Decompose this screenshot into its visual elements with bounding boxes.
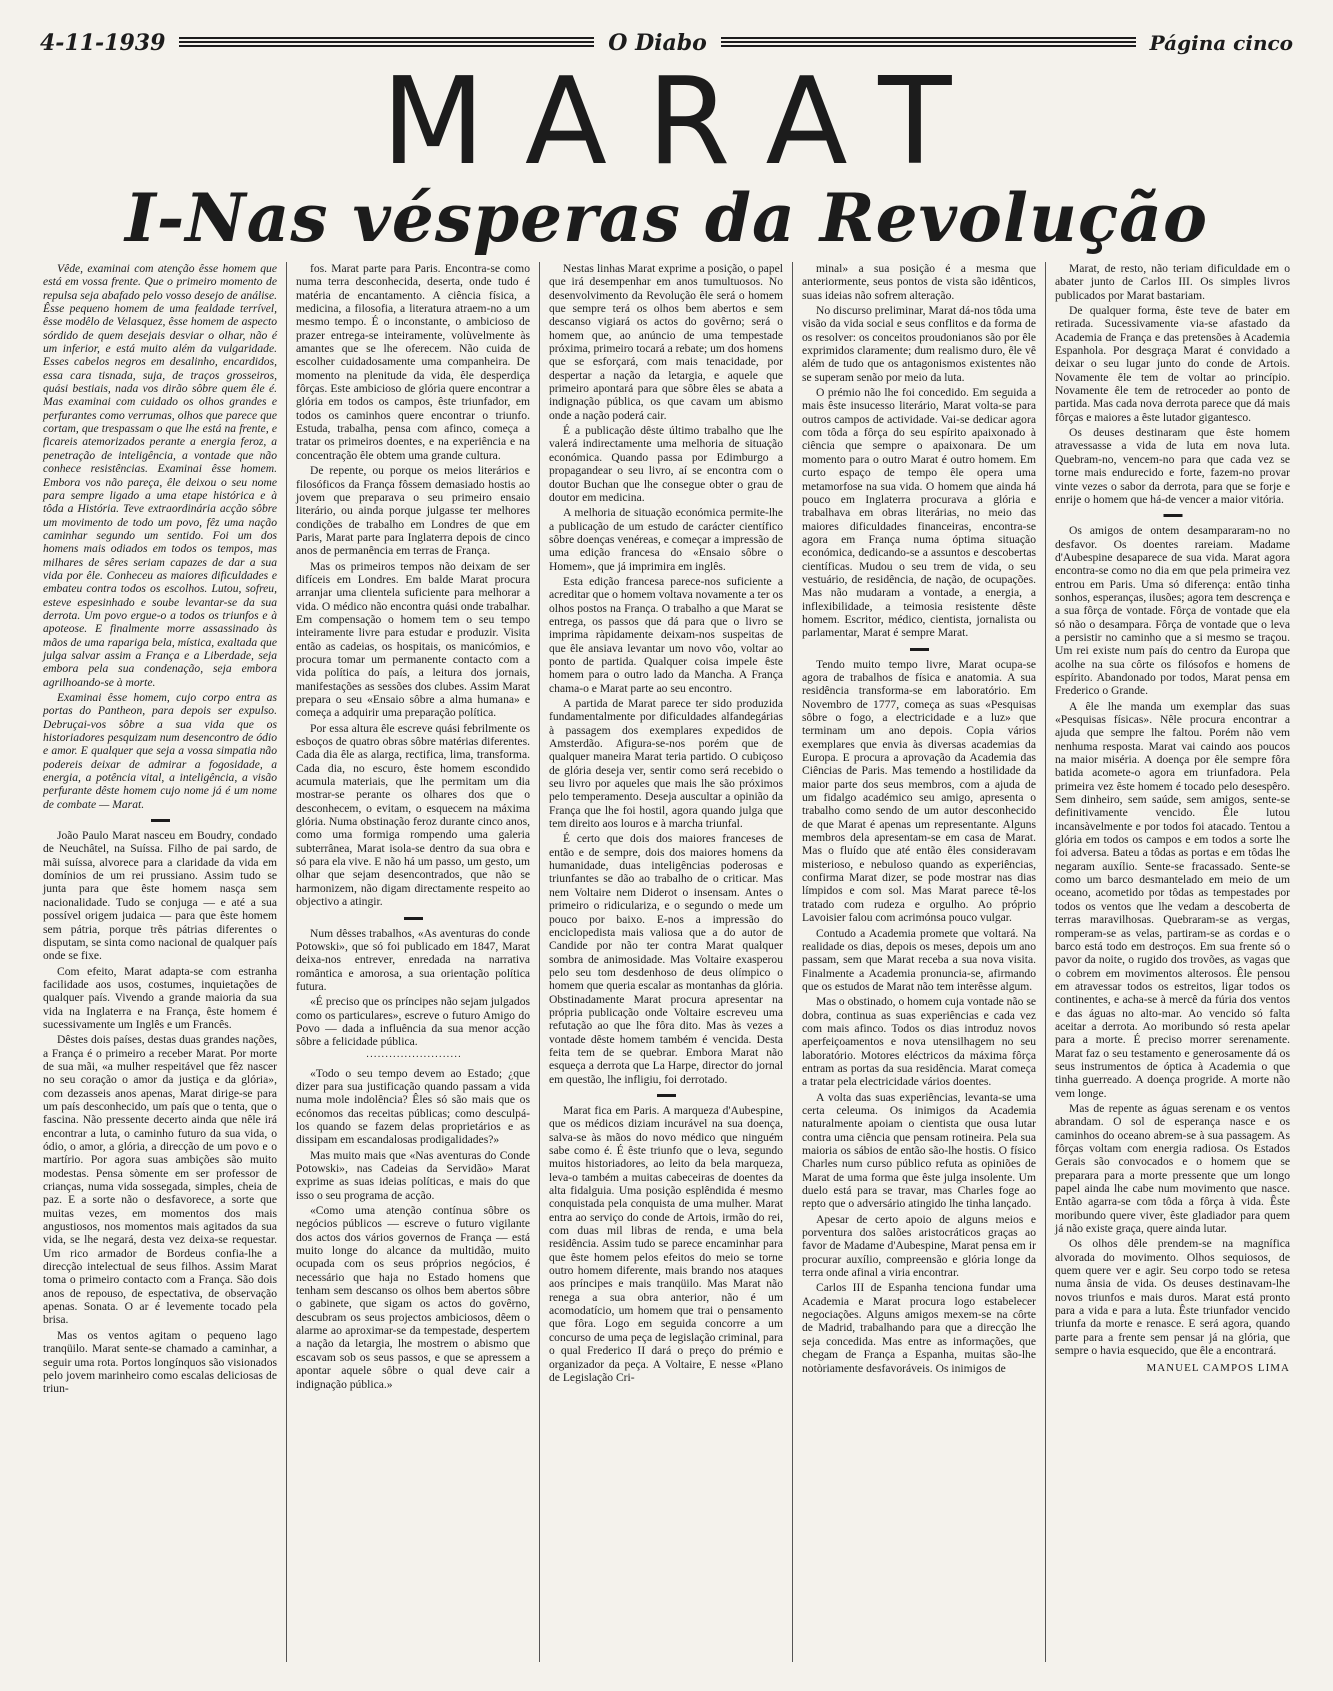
paragraph: O prémio não lhe foi concedido. Em seguida a mais êste insucesso literário, Marat volta-se para outros campos de actividade. Vai-se dedicar agora com tôda a fôrça do seu espírito apaixonado à ciência que sempre o apaixonara. De um momento para o outro Marat é outro homem. Em curto espaço de tempo êle opera uma metamorfose na sua vida. O homem que ainda há pouco em Inglaterra procurava a glória e trabalhava em obras literárias, no meio das maiores dificuldades financeiras, encontra-se agora em França numa óptima situação económica, dedicando-se a assuntos e descobertas científicas. Mudou o seu trem de vida, o seu vestuário, de residência, de nação, de ocupações. Mas não mudaram a vontade, a energia, a inflexibilidade, a teimosia resistente dêste homem. Escritor, médico, cientista, jornalista ou parlamentar, Marat é sempre Marat.: [802, 386, 1036, 640]
paragraph: A êle lhe manda um exemplar das suas «Pesquisas físicas». Nêle procura encontrar a ajuda que sempre lhe faltou. Porém não vem nenhuma resposta. Marat vai caindo aos poucos na maior miséria. A doença por êle sempre fôra batida acomete-o agora em triunfadora. Pela primeira vez êste homem é tocado pelo desespêro. Sem dinheiro, sem saúde, sem amigos, sente-se definitivamente vencido. Êle lutou incansàvelmente e por todos foi atacado. Tentou a glória em todos os campos e em todos a sorte lhe foi adversa. Bateu a tôdas as portas e em tôdas lhe negaram auxílio. Sente-se fracassado. Sente-se como um barco desmantelado em meio de um oceano, acometido por tôdas as tempestades por todos os ventos que lhe vedam a descoberta de terras maravilhosas. Quebraram-se as vergas, romperam-se as velas, partiram-se as cordas e o barco está todo em destroços. Em sua frente só o pavor da noite, o rugido dos trovões, as vagas que o cobrem em movimentos alterosos. Êle pensou em atravessar todos os estreitos, ligar todos os continentes, e acha-se à mercê da fúria dos ventos e das águas no alto-mar. Ao vencido só falta aceitar a derrota. Ao moribundo só resta apelar para a morte. É preciso morrer serenamente. Marat faz o seu testamento e generosamente dá os seus instrumentos de óptica à Academia o que tinha guerreado. A doença progride. A morte não vem longe.: [1055, 699, 1290, 1100]
paragraph: Examinai êsse homem, cujo corpo entra as portas do Pantheon, para depois ser expulso. Debruçai-vos sôbre a sua vida que os historiadores pesquizam num desencontro de ódio e amor. E qualquer que seja a vossa simpatia não podereis deixar de admirar a fogosidade, a energia, a potência vital, a inteligência, a visão perfurante dêste homem cujo nome já é um nome de combate — Marat.: [43, 691, 277, 811]
paragraph: Por essa altura êle escreve quási febrilmente os esboços de quatro obras sôbre matérias diferentes. Cada dia êle as alarga, rectifica, lima, transforma. Cada dia, no escuro, êste homem escondido acumula materiais, que lhe permitam um dia mostrar-se perante os olhares dos que o desconhecem, o evitam, o esquecem na máxima glória. Numa obstinação feroz durante cinco anos, como uma formiga rompendo uma galeria subterrânea, Marat isola-se dentro da sua obra e só para ela vive. E não há um passo, um gesto, um olhar que sejam desencontrados, que não se harmonizem, não digam directamente respeito ao objectivo a atingir.: [296, 721, 530, 909]
paragraph: De qualquer forma, êste teve de bater em retirada. Sucessivamente via-se afastado da Academia de França e das pretensões à Academia Espanhola. Por desgraça Marat é convidado a deixar o seu lugar junto do conde de Artois. Novamente êle tem de voltar ao princípio. Novamente êle tem de retroceder ao ponto de partida. Mas cada nova derrota parece que dá mais fôrças e maiores a êste lutador gigantesco.: [1055, 304, 1290, 424]
paragraph: «Como uma atenção contínua sôbre os negócios públicos — escreve o futuro vigilante dos actos dos vários governos de França — está muito longe do alcance da multidão, muito ocupada com os seus próprios negócios, é necessário que haja no Estado homens que tenham sem descanso os olhos bem abertos sôbre o gabinete, que sigam os actos do govêrno, descubram os seus projectos ambiciosos, dêem o alarme ao aproximar-se da tempestade, despertem a nação da letargia, lhe mostrem o abismo que escavam sob os seus passos, e que se apressem a apontar aquele sôbre o qual deve cair a indignação pública.»: [296, 1204, 530, 1391]
paragraph: É a publicação dêste último trabalho que lhe valerá indirectamente uma melhoria de situação económica. Quando passa por Edimburgo a propagandear o seu livro, aí se encontra com o doutor Buchan que lhe consegue obter o grau de doutor em medicina.: [549, 424, 783, 504]
paragraph: João Paulo Marat nasceu em Boudry, condado de Neuchâtel, na Suíssa. Filho de pai sardo, de mãi suíssa, alvorece para a claridade da vida em domínios de um rei prussiano. Assim tudo se junta para que êste homem nasça sem nacionalidade. Tudo se conjuga — e até a sua possível origem judaica — para que êste homem sem pátria, porque três pátrias diferentes o disputam, se sinta como nacional de qualquer país onde se fixe.: [43, 829, 277, 963]
paragraph: «É preciso que os príncipes não sejam julgados como os particulares», escreve o futuro Amigo do Povo — dada a influência da sua menor acção sôbre a felicidade pública.: [296, 995, 530, 1049]
paragraph: A melhoria de situação económica permite-lhe a publicação de um estudo de carácter científico sôbre doenças venéreas, e começar a impressão de uma edição francesa do «Ensaio sôbre o Homem», que já imprimira em inglês.: [549, 506, 783, 573]
header-rule-left: [179, 37, 594, 49]
paragraph: Vêde, examinai com atenção êsse homem que está em vossa frente. Que o primeiro momento de repulsa seja abafado pelo vosso desejo de análise. Êsse pequeno homem de uma fealdade terrível, êsse modêlo de Velasquez, êsse homem de aspecto sórdido de quem desejais desviar o olhar, não é um inferior, e está muito além da vulgaridade. Esses cabelos negros em desalinho, encardidos, essa cara tisnada, suja, de traços grosseiros, quási bestiais, nada vos dirão sôbre quem êle é. Mas examinai com cuidado os olhos grandes e perfurantes como verrumas, olhos que parece que cortam, que trespassam o que lhe está na frente, e ficareis atemorizados perante a energia feroz, a penetração de inteligência, a vontade que não conhece resistências. Examinai êsse homem. Embora vos não pareça, êle deixou o seu nome para sempre ligado a uma etape histórica e à tôda a História. Teve extraordinária acção sôbre um movimento de todo um povo, fêz uma nação caminhar segundo um sentido. Foi um dos homens mais odiados em todos os tempos, mas milhares de sêres seriam capazes de dar a sua vida por êle. Conheceu as maiores dificuldades e embateu contra todos os escolhos. Lutou, sofreu, esteve espesinhado e soube levantar-se da sua derrota. Um povo ergue-o a todos os triunfos e à apoteose. E finalmente morre assassinado às mãos de uma rapariga bela, mística, exaltada que julga salvar assim a França e a Liberdade, seja embora pela sua condenação, seja embora agrilhoando-se à morte.: [43, 262, 277, 689]
paragraph: Os deuses destinaram que êste homem atravessasse a vida de luta em nova luta. Quebram-no, vencem-no para que cada vez se torne mais endurecido e forte, fazem-no provar vinte vezes o sabor da derrota, para que se forje e enrije o homem que há-de vencer a maior vitória.: [1055, 426, 1290, 506]
article-columns: [34, 262, 1299, 1662]
page-number: Página cinco: [1149, 31, 1293, 55]
paragraph: Esta edição francesa parece-nos suficiente a acreditar que o homem voltava novamente a ter os olhos postos na França. O trabalho a que Marat se entrega, os passos que dá para que o livro se imprima ràpidamente deixam-nos suspeitas de que êle ansiava levantar um novo vôo, voltar ao ponto de partida. Qualquer coisa impele êste homem para o outro lado da Mancha. A França chama-o e Marat parte ao seu encontro.: [549, 574, 783, 695]
paragraph: No discurso preliminar, Marat dá-nos tôda uma visão da vida social e seus conflitos e da forma de os resolver: os conceitos proudonianos são por êle exprimidos claramente; dum realismo duro, êle vê além de tudo que os antagonismos existentes não se superam senão por meio da luta.: [802, 304, 1036, 384]
paragraph: Com efeito, Marat adapta-se com estranha facilidade aos usos, costumes, inquietações de qualquer país. Vivendo a grande maioria da sua vida na Inglaterra e na França, êste homem é sucessivamente um Inglês e um Francês.: [43, 964, 277, 1031]
paragraph-separator: ▬▬: [657, 1088, 675, 1100]
paragraph: Contudo a Academia promete que voltará. Na realidade os dias, depois os meses, depois um ano passam, sem que Marat receba a sua nova visita. Finalmente a Academia pronuncia-se, afirmando que os estudos de Marat não tem interêsse algum.: [802, 926, 1036, 993]
paragraph: A volta das suas experiências, levanta-se uma certa celeuma. Os inimigos da Academia naturalmente apoiam o cientista que ousa lutar contra uma ciência que pensam rotineira. Pela sua maioria os sábios de então são-lhe hostis. O físico Charles num curso público refuta as opiniões de Marat de uma forma que êste julga insolente. Um duelo está para se travar, mas Charles foge ao repto que o adversário atingido lhe tinha lançado.: [802, 1090, 1036, 1211]
paragraph: Os olhos dêle prendem-se na magnífica alvorada do movimento. Olhos sequiosos, de quem quere ver e agir. Seu corpo todo se retesa numa ânsia de vida. Os deuses destinavam-lhe novos triunfos e mais duros. Marat está pronto para a vida e para a luta. Êste triunfador vencido triunfa da morte e renasce. E será agora, quando parte para a frente sem pensar já na glória, que sempre o havia esquecido, que êle a encontrará.: [1055, 1237, 1290, 1358]
paragraph: Tendo muito tempo livre, Marat ocupa-se agora de trabalhos de física e anatomia. A sua residência transforma-se em laboratório. Em Novembro de 1777, começa as suas «Pesquisas sôbre o fogo, a electricidade e a luz» que terminam um ano depois. Copia vários exemplares que envia às diversas academias da Europa. E procura a aprovação da Academia das Ciências de Paris. Mas temendo a hostilidade da maior parte dos seus membros, com a ajuda de um fidalgo académico seu amigo, apresenta o trabalho como sendo de um autor desconhecido de que Marat é apenas um representante. Alguns membros dela apresentam-se em casa de Marat. Mas o fluído que até então êles consideravam misterioso, e nebuloso quando as experiências, confirma Marat dizer, se pode mostrar nas dias límpidos e com sol. Mas Marat parece tê-los tratado com rudeza e orgulho. Ao próprio Lavoisier falou com acrimónsa pouco vulgar.: [802, 657, 1036, 925]
article-column: [1046, 262, 1299, 1662]
paragraph: Marat fica em Paris. A marqueza d'Aubespine, que os médicos diziam incurável na sua doença, salva-se às mãos do novo médico que ninguém sabe como é. É êste triunfo que o leva, segundo muitos historiadores, ao leito da bela marqueza, leva-o também a muitas cabeceiras de doentes da alta fidalguia. Uma posição esplêndida é mesmo conquistada pela conquista de uma mulher. Marat entra ao serviço do conde de Artois, irmão do rei, com duas mil libras de renda, e uma bela residência. Assim tudo se parece encaminhar para que êste homem pelos efeitos do meio se torne outro homem diferente, mais brando nos ataques aos príncipes e mais tranqüilo. Mas Marat não renega a sua obra anterior, não é um acomodatício, um homem que trai o pensamento que fôra. Logo em seguida concorre a um concurso de uma peça de legislação criminal, para o qual Frederico II dará o preço do prémio e organizador da peça. A Voltaire, E nesse «Plano de Legislação Cri-: [549, 1103, 783, 1384]
newspaper-name: O Diabo: [608, 30, 707, 56]
paragraph: minal» a sua posição é a mesma que anteriormente, seus pontos de vista são idênticos, suas ideias não sofrem alteração.: [802, 262, 1036, 302]
author-signature: MANUEL CAMPOS LIMA: [1146, 1361, 1290, 1374]
paragraph-separator: ▬▬: [910, 642, 928, 654]
paragraph: Mas os ventos agitam o pequeno lago tranqüilo. Marat sente-se chamado a caminhar, a seguir uma rota. Portos longínquos são visionados pelo jovem marinheiro como escalas deliciosas de triun-: [43, 1328, 277, 1396]
paragraph: Mas de repente as águas serenam e os ventos abrandam. O sol de esperança nasce e os caminhos do oceano abrem-se à sua passagem. As fôrças voltam com energia radiosa. Os Estados Gerais são convocados e o homem que se preparara para a morte pressente que um longo papel ainda lhe cabe num movimento que nasce. Então agarra-se com tôda a fôrça à vida. Êste moribundo quere viver, êste gladiador para quem já não existe graça, quere ainda lutar.: [1055, 1101, 1290, 1236]
header-rule-right: [721, 37, 1136, 49]
paragraph: A partida de Marat parece ter sido produzida fundamentalmente por dificuldades alfandegárias à passagem dos exemplares expedidos de Amsterdão. Afigura-se-nos porém que de qualquer maneira Marat teria partido. O cubiçoso de glória deseja ver, sentir como será recebido o seu livro por aqueles que mais lhe são próximos pelo temperamento. Deseja auscultar a opinião da França que lhe foi hostil, agora quando julga que tem direito aos louros e à marcha triunfal.: [549, 697, 783, 831]
article-subtitle: I-Nas vésperas da Revolução: [125, 179, 1208, 257]
article-column: [793, 262, 1046, 1662]
issue-date: 4-11-1939: [40, 30, 166, 56]
paragraph: Os amigos de ontem desampararam-no no desfavor. Os doentes rareiam. Madame d'Aubespine desaparece de sua vida. Marat agora encontra-se como no dia em que pela primeira vez entrou em Paris. Uma só diferença: então tinha sonhos, esperanças, ilusões; agora tem descrença e a sua fôrça de vontade. Fôrça de vontade que ela só não o desampara. Fôrça de vontade que o leva a persistir no caminho que a si mesmo se traçou. Um rei existe num país do centro da Europa que acolhe na sua côrte os filósofos e homens de espírito. Abandonado por todos, Marat pensa em Frederico o Grande.: [1055, 524, 1291, 698]
paragraph: Mas muito mais que «Nas aventuras do Conde Potowski», nas Cadeias da Servidão» Marat exprime as suas ideias políticas, e mais do que isso o seu programa de acção.: [296, 1148, 530, 1202]
paragraph: Carlos III de Espanha tenciona fundar uma Academia e Marat procura logo estabelecer negociações. Alguns amigos mexem-se na côrte de Madrid, trabalhando para que a direcção lhe seja concedida. Mas entre as informações, que chegam de França a Espanha, muitas são-lhe notòriamente desfavoráveis. Os inimigos de: [802, 1281, 1036, 1375]
paragraph: Mas os primeiros tempos não deixam de ser difíceis em Londres. Em balde Marat procura arranjar uma clientela suficiente para melhorar a vida. O médico não encontra quási onde trabalhar. Em compensação o homem tem o seu tempo inteiramente livre para estudar e produzir. Visita então as cadeias, os hospitais, os manicómios, e procura tomar um permanente contacto com a vida política do país, a leitura dos jornais, manifestações as sessões dos clubes. Assim Marat prepara o seu «Ensaio sôbre a alma humana» e começa a adquirir uma preparação política.: [296, 559, 530, 720]
paragraph: Num dêsses trabalhos, «As aventuras do conde Potowski», que só foi publicado em 1847, Marat deixa-nos entrever, enredada na narrativa romântica e amorosa, a sua orientação política futura.: [296, 926, 530, 993]
paragraph: Dêstes dois países, destas duas grandes nações, a França é o primeiro a receber Marat. Por morte de sua mãi, «a mulher respeitável que fêz nascer no seu coração o amor da justiça e da glória», com dezasseis anos apenas, Marat dirige-se para um país desconhecido, um país que o tenta, que o fascina. Não pressente decerto ainda que nêle irá encontrar a luta, o caminho futuro da sua vida, o ódio, o amor, a glória, a direcção de um povo e o martírio. Por agora suas ambições são muito modestas. Pensa sòmente em ser professor de crianças, numa vida sossegada, simples, cheia de paz. E a sorte não o desfavorece, a sorte que muitas vezes, em momentos dos mais angustiosos, nos momentos mais agitados da sua vida, se lhe negará, desta vez deixa-se requestar. Um rico armador de Bordeus confia-lhe a direcção intelectual de seus filhos. Assim Marat toma o primeiro contacto com a França. São dois anos de repouso, de espectativa, de observação apenas. Sonata. O ar é levemente tocado pela brisa.: [43, 1033, 277, 1327]
paragraph: De repente, ou porque os meios literários e filosóficos da França fôssem demasiado hostis ao jovem que preparava o seu primeiro ensaio literário, ou ainda porque julgasse ter melhores condições de trabalho em Londres de que em Paris, Marat parte para Inglaterra depois de cinco anos de permanência em terras de França.: [296, 464, 530, 558]
paragraph: Nestas linhas Marat exprime a posição, o papel que irá desempenhar em anos tumultuosos. No desenvolvimento da Revolução êle será o homem que sempre terá os olhos bem abertos e sem descanso vigiará os actos do govêrno; será o homem que, ao anúncio de uma tempestade próxima, primeiro tocará a rebate; um dos homens que se esforçará, com mais tenacidade, por despertar a nação da letargia, e aquele que primeiro apontará para que sôbre êles se abata a indignação pública, os que cavam um abismo onde a nação poderá cair.: [549, 262, 783, 422]
paragraph-separator: ▬▬: [1163, 509, 1182, 521]
paragraph: Apesar de certo apoio de alguns meios e porventura dos salões aristocráticos graças ao favor de Madame d'Aubespine, Marat pensa em ir procurar auxílio, compreensão e glória longe da terra onde afinal a viria encontrar.: [802, 1212, 1036, 1280]
paragraph-separator: ▬▬: [151, 814, 169, 826]
paragraph-separator: · · · · · · · · · · · · · · · · · · · · · · · · ·: [365, 1051, 461, 1063]
article-column: [540, 262, 793, 1662]
paragraph: fos. Marat parte para Paris. Encontra-se como numa terra desconhecida, deserta, onde tudo é matéria de encantamento. A ciência física, a medicina, a filosofia, a literatura atraem-no a um mesmo tempo. É o inconstante, o ambicioso de prazer entrega-se inteiramente, volùvelmente às amantes que se lhe oferecem. Não cuida de escolher cuidadosamente uma companheira. De momento na plenitude da vida, êle desperdiça fôrças. Este ambicioso de glória quere encontrar a glória em todos os campos, êste triunfador, em todos os caminhos quere encontrar o triunfo. Estuda, trabalha, pensa com afinco, começa a tratar os primeiros doentes, e na experiência e na concentração êle obtem uma grande cultura.: [296, 262, 530, 462]
paragraph: Mas o obstinado, o homem cuja vontade não se dobra, continua as suas experiências e cada vez com mais afinco. Todos os dias introduz novos aperfeiçoamentos e nova utensilhagem no seu laboratório. Motores eléctricos da máxima fôrça entram as portas da sua residência. Marat começa a tratar pela electricidade vários doentes.: [802, 995, 1036, 1089]
paragraph: «Todo o seu tempo devem ao Estado; ¿que dizer para sua justificação quando passam a vida numa mole indolência? Êles só são mais que os ecónomos das receitas públicas; como desculpá-los quando se fazem delas proprietários e as dissipam em escandalosas prodigalidades?»: [296, 1066, 530, 1147]
article-column: [34, 262, 287, 1662]
paragraph: É certo que dois dos maiores franceses de então e de sempre, dois dos maiores homens da humanidade, duas inteligências poderosas e triunfantes se dão ao trabalho de o criticar. Mas nem Voltaire nem Diderot o insensam. Antes o primeiro o ridiculariza, e o segundo o mede um pouco por baixo. E-nos a impressão do enciclopedista mais valiosa que a do autor de Candide por não ter contra Marat qualquer sombra de animosidade. Mas Voltaire exasperou pelo seu tom desdenhoso de deus olímpico o homem que queria escalar as montanhas da glória. Obstinadamente Marat procura apresentar na própria publicação onde Voltaire escreveu uma refutação ao que lhe fôra dito. Mas às vezes a vontade dêste homem também é vencida. Desta feita tem de se quebrar. Embora Marat não esqueça a derrota que La Harpe, director do jornal em questão, lhe infligiu, foi derrotado.: [549, 832, 783, 1086]
paragraph-separator: ▬▬: [404, 911, 422, 923]
paragraph: Marat, de resto, não teriam dificuldade em o abater junto de Carlos III. Os simples livros publicados por Marat bastariam.: [1055, 262, 1290, 302]
article-title: MARAT: [381, 53, 992, 192]
article-column: [287, 262, 540, 1662]
